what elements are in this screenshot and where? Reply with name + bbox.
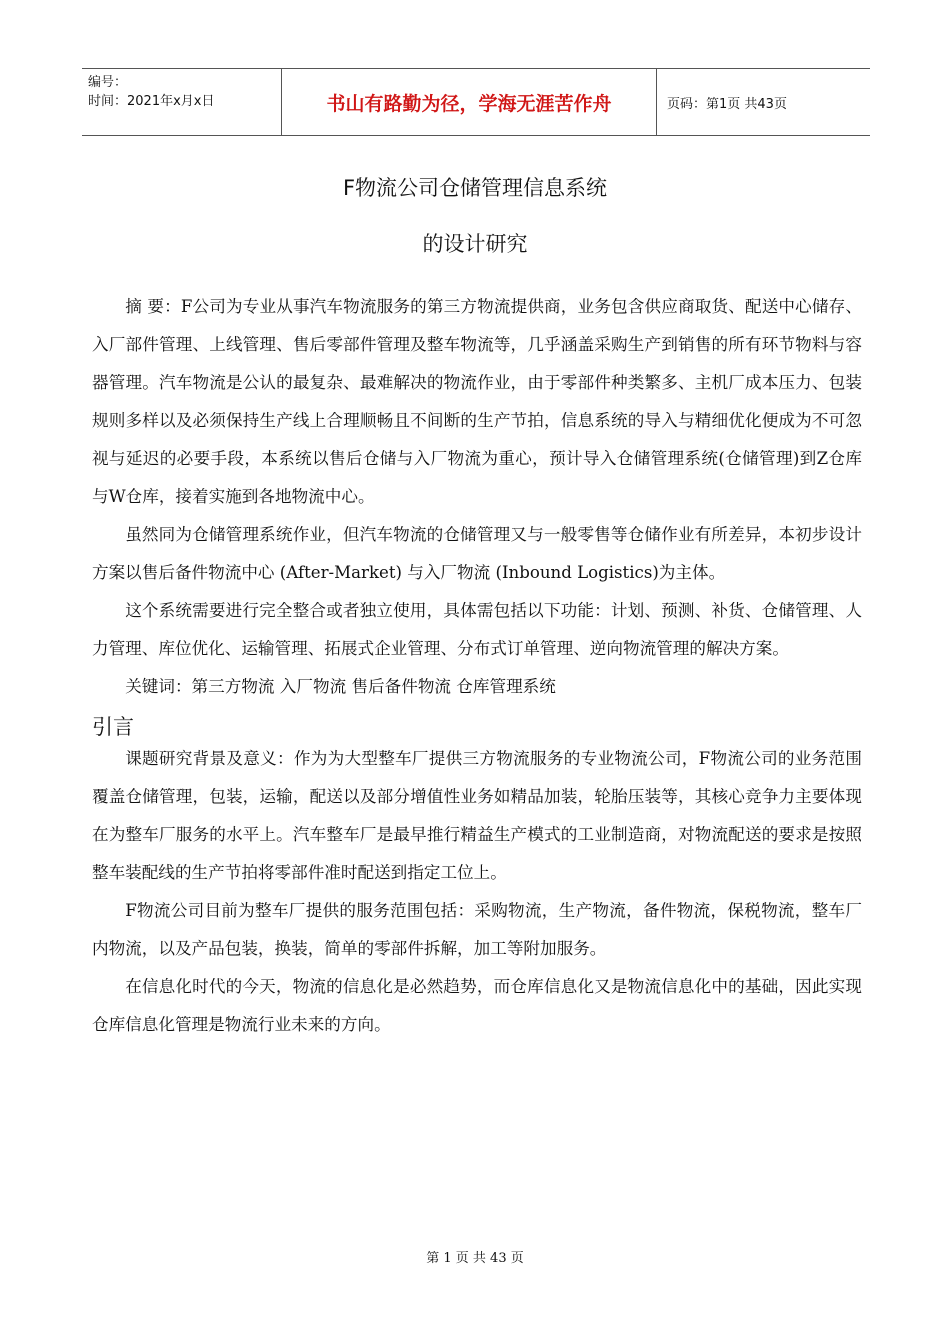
header-motto: 书山有路勤为径，学海无涯苦作舟 <box>282 69 657 135</box>
time-label: 时间：2021年x月x日 <box>88 94 215 109</box>
body-paragraph-2: 虽然同为仓储管理系统作业，但汽车物流的仓储管理又与一般零售等仓储作业有所差异，本初步设计方案以售后备件物流中心 (After-Market) 与入厂物流 (Inbound Logistics)为主体。 <box>92 525 862 582</box>
intro-paragraph-1: 课题研究背景及意义：作为为大型整车厂提供三方物流服务的专业物流公司，F物流公司的业务范围覆盖仓储管理，包装，运输，配送以及部分增值性业务如精品加装，轮胎压装等，其核心竞争力主要体现在为整车厂服务的水平上。汽车整车厂是最早推行精益生产模式的工业制造商，对物流配送的要求是按照整车装配线的生产节拍将零部件准时配送到指定工位上。 <box>92 749 862 882</box>
document-title-line2: 的设计研究 <box>422 232 528 256</box>
section-heading-introduction: 引言 <box>92 715 134 739</box>
intro-paragraph-2: F物流公司目前为整车厂提供的服务范围包括：采购物流，生产物流，备件物流，保税物流，整车厂内物流，以及产品包装，换装，简单的零部件拆解，加工等附加服务。 <box>92 901 862 958</box>
number-label: 编号： <box>88 75 128 90</box>
page-footer: 第 1 页 共 43 页 <box>426 1251 524 1266</box>
intro-paragraph-3: 在信息化时代的今天，物流的信息化是必然趋势，而仓库信息化又是物流信息化中的基础，因此实现仓库信息化管理是物流行业未来的方向。 <box>92 977 862 1034</box>
page-header <box>82 68 870 136</box>
body-paragraph-3: 这个系统需要进行完全整合或者独立使用，具体需包括以下功能：计划、预测、补货、仓储管理、人力管理、库位优化、运输管理、拓展式企业管理、分布式订单管理、逆向物流管理的解决方案。 <box>92 601 862 658</box>
document-body <box>92 288 862 1044</box>
document-title-line1: F物流公司仓储管理信息系统 <box>342 176 608 200</box>
header-page-info: 页码：第1页 共43页 <box>667 96 787 112</box>
abstract-paragraph: 摘 要：F公司为专业从事汽车物流服务的第三方物流提供商，业务包含供应商取货、配送中心储存、入厂部件管理、上线管理、售后零部件管理及整车物流等，几乎涵盖采购生产到销售的所有环节物料与容器管理。汽车物流是公认的最复杂、最难解决的物流作业，由于零部件种类繁多、主机厂成本压力、包装规则多样以及必须保持生产线上合理顺畅且不间断的生产节拍，信息系统的导入与精细优化便成为不可忽视与延迟的必要手段，本系统以售后仓储与入厂物流为重心，预计导入仓储管理系统(仓储管理)到Z仓库与W仓库，接着实施到各地物流中心。 <box>92 297 862 506</box>
header-meta <box>82 69 282 135</box>
keywords-line: 关键词：第三方物流 入厂物流 售后备件物流 仓库管理系统 <box>125 677 556 696</box>
